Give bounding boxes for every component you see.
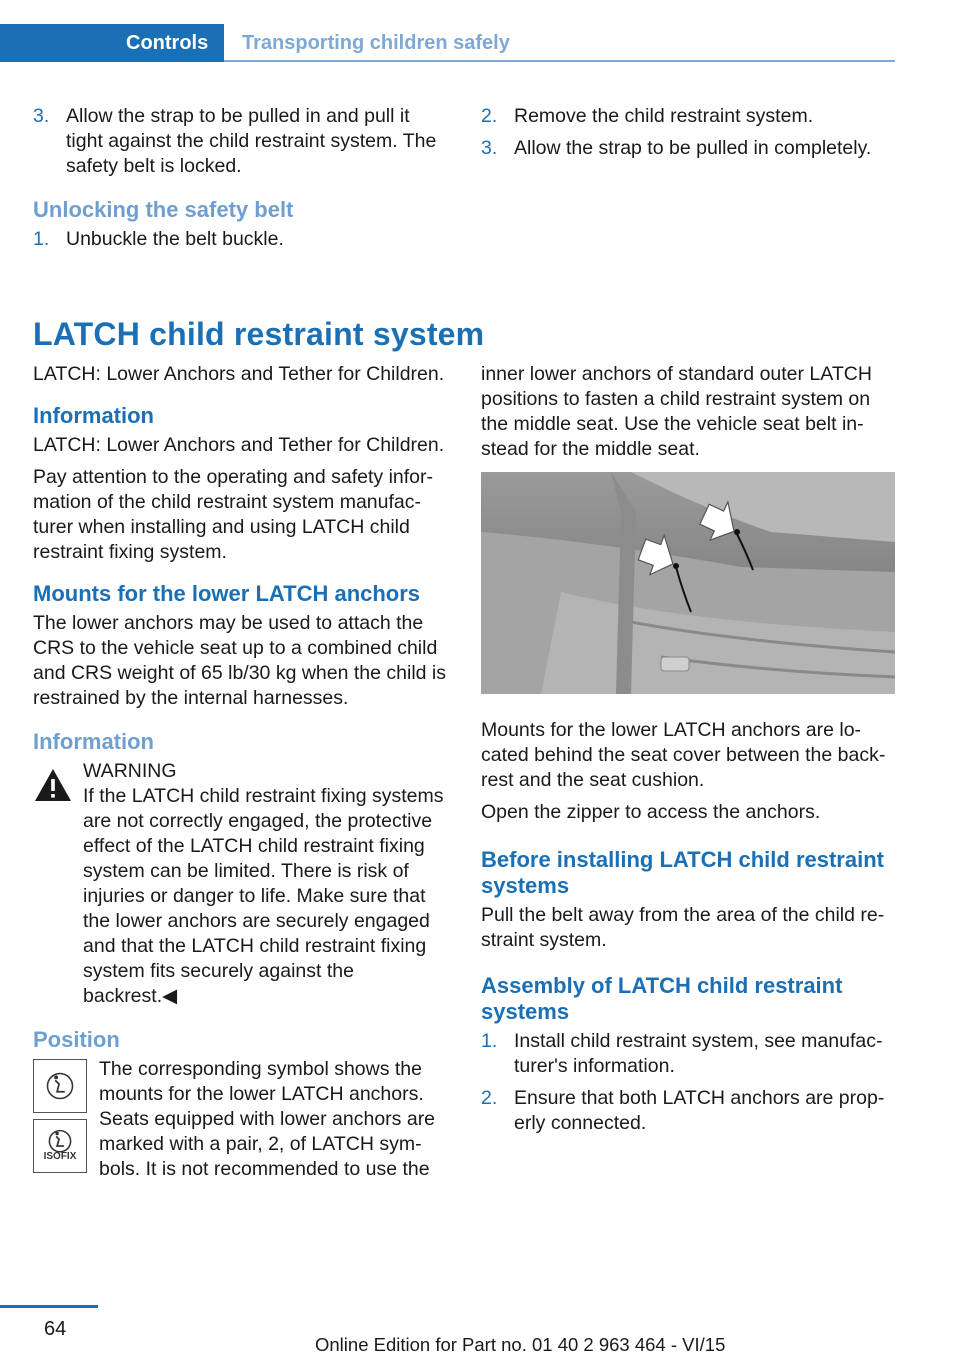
page-number: 64 — [44, 1318, 67, 1340]
warning-text: If the LATCH child restraint fixing systems are not correctly engaged, the protective effect of the LATCH child restraint fixing system can be limited. There is risk of injuries or danger to life. Make sure that the lower anchors are securely engaged and that the LATCH child restraint fixing system fits securely against the backrest.◀ — [83, 785, 444, 1007]
latch-symbol-icon — [33, 1059, 87, 1113]
warning-label: WARNING — [83, 760, 177, 782]
step-number: 3. — [481, 137, 498, 159]
list-item — [481, 136, 895, 161]
before-installing-text: Pull the belt away from the area of the child restraint system. — [481, 904, 885, 951]
warning-triangle-icon — [33, 767, 73, 803]
header-section-tab: Controls — [0, 24, 224, 62]
step-number: 2. — [481, 1087, 498, 1109]
zipper-text: Open the zipper to access the anchors. — [481, 801, 821, 823]
position-text: The corresponding symbol shows the mounts for the lower LATCH anchors. Seats equipped with lower anchors are marked with a pair, 2, of LATCH symbols. It is not recommended to use the — [99, 1058, 436, 1180]
step-number: 3. — [33, 105, 50, 127]
info-paragraph: Pay attention to the operating and safety information of the child restraint system manufacturer when installing and using LATCH child restraint fixing system. — [33, 466, 434, 563]
step-number: 2. — [481, 105, 498, 127]
step-number: 1. — [481, 1030, 498, 1052]
edition-text: Online Edition for Part no. 01 40 2 963 464 - VI/15 — [315, 1334, 726, 1355]
right-column — [481, 362, 895, 1143]
step-text: Unbuckle the belt buckle. — [66, 228, 284, 250]
left-column — [33, 362, 447, 1189]
position-heading: Position — [33, 1027, 120, 1052]
position-block — [33, 1057, 447, 1182]
information-heading: Information — [33, 403, 154, 428]
step-text: Remove the child restraint system. — [514, 105, 814, 127]
list-item — [481, 1086, 895, 1136]
page-title: LATCH child restraint system — [33, 316, 485, 352]
assembly-heading: Assembly of LATCH child restraint systems — [481, 973, 843, 1024]
isofix-symbol-icon — [33, 1119, 87, 1173]
unlocking-heading: Unlocking the safety belt — [33, 197, 294, 222]
list-item — [481, 104, 895, 129]
step-text: Install child restraint system, see manufacturer's information. — [514, 1030, 883, 1077]
step-text: Allow the strap to be pulled in and pull it tight against the child restraint system. The safety belt is locked. — [66, 105, 437, 177]
info-paragraph: LATCH: Lower Anchors and Tether for Children. — [33, 434, 445, 456]
step-text: Allow the strap to be pulled in completely. — [514, 137, 872, 159]
intro-text: LATCH: Lower Anchors and Tether for Children. — [33, 363, 445, 385]
isofix-label: ISOFIX — [43, 1151, 77, 1162]
header-title: Transporting children safely — [242, 32, 510, 54]
header-rule — [224, 60, 895, 62]
information-heading: Information — [33, 729, 154, 754]
list-item — [33, 104, 447, 179]
mounts-paragraph: The lower anchors may be used to attach the CRS to the vehicle seat up to a combined child and CRS weight of 65 lb/30 kg when the child is restrained by the internal harnesses. — [33, 612, 446, 709]
photo-caption: Mounts for the lower LATCH anchors are located behind the seat cover between the backrest and the seat cushion. — [481, 719, 886, 791]
step-number: 1. — [33, 228, 50, 250]
top-right-column — [481, 104, 895, 168]
mounts-heading: Mounts for the lower LATCH anchors — [33, 581, 421, 606]
top-left-column — [33, 104, 447, 259]
continued-text: inner lower anchors of standard outer LATCH positions to fasten a child restraint system on the middle seat. Use the vehicle seat belt instead for the middle seat. — [481, 363, 872, 460]
seat-anchor-photo — [481, 472, 895, 694]
list-item — [33, 227, 447, 252]
warning-block — [33, 759, 447, 1009]
footer-rule — [0, 1305, 98, 1308]
step-text: Ensure that both LATCH anchors are properly connected. — [514, 1087, 885, 1134]
before-installing-heading: Before installing LATCH child restraint systems — [481, 847, 884, 898]
list-item — [481, 1029, 895, 1079]
